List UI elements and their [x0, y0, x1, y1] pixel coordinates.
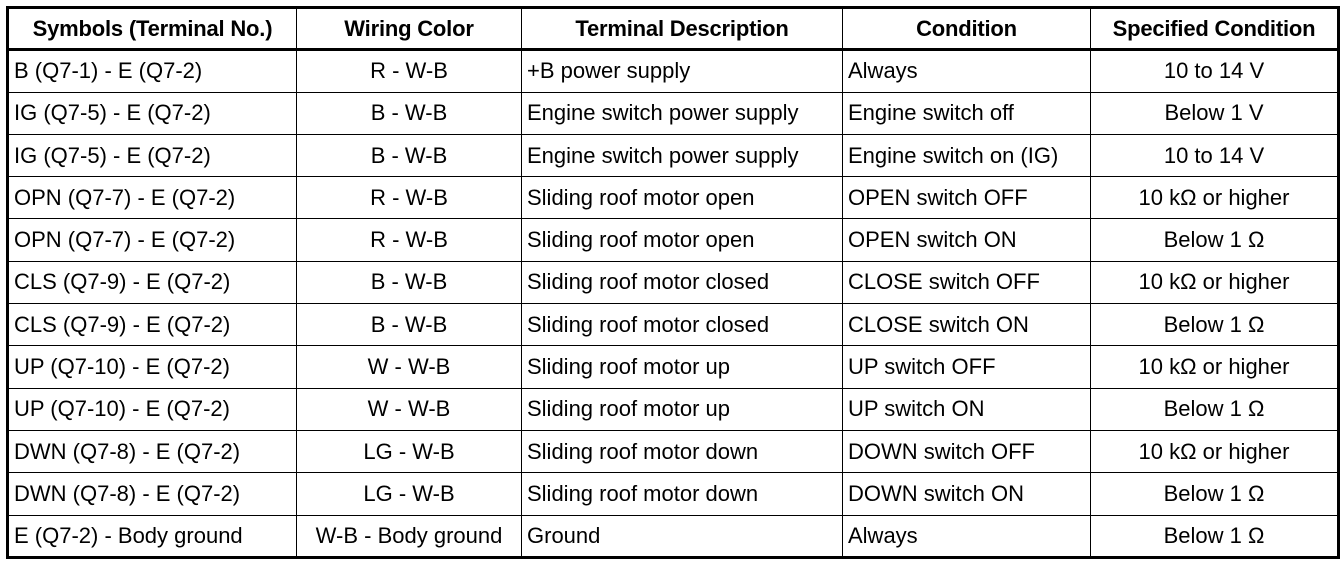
table-row [8, 473, 1339, 515]
cell-specified-condition: Below 1 Ω [1091, 515, 1339, 557]
cell-terminal-description: Engine switch power supply [522, 92, 843, 134]
cell-terminal-description: Ground [522, 515, 843, 557]
cell-wiring-color: W - W-B [297, 388, 522, 430]
cell-specified-condition: 10 kΩ or higher [1091, 177, 1339, 219]
cell-symbols: OPN (Q7-7) - E (Q7-2) [8, 177, 297, 219]
cell-wiring-color: LG - W-B [297, 473, 522, 515]
cell-condition: Engine switch on (IG) [843, 134, 1091, 176]
cell-wiring-color: W - W-B [297, 346, 522, 388]
cell-condition: Always [843, 515, 1091, 557]
table-row [8, 219, 1339, 261]
cell-wiring-color: R - W-B [297, 50, 522, 92]
cell-symbols: OPN (Q7-7) - E (Q7-2) [8, 219, 297, 261]
cell-condition: UP switch OFF [843, 346, 1091, 388]
cell-symbols: E (Q7-2) - Body ground [8, 515, 297, 557]
cell-specified-condition: Below 1 Ω [1091, 473, 1339, 515]
cell-terminal-description: Engine switch power supply [522, 134, 843, 176]
cell-symbols: CLS (Q7-9) - E (Q7-2) [8, 261, 297, 303]
table-row [8, 134, 1339, 176]
cell-terminal-description: Sliding roof motor up [522, 346, 843, 388]
terminal-specification-table [6, 6, 1340, 559]
table-row [8, 388, 1339, 430]
cell-specified-condition: 10 to 14 V [1091, 134, 1339, 176]
table-row [8, 261, 1339, 303]
table-header-row [8, 8, 1339, 50]
table-row [8, 515, 1339, 557]
cell-wiring-color: B - W-B [297, 304, 522, 346]
cell-terminal-description: Sliding roof motor open [522, 219, 843, 261]
cell-specified-condition: 10 to 14 V [1091, 50, 1339, 92]
cell-condition: CLOSE switch ON [843, 304, 1091, 346]
cell-condition: CLOSE switch OFF [843, 261, 1091, 303]
table-row [8, 177, 1339, 219]
cell-specified-condition: 10 kΩ or higher [1091, 346, 1339, 388]
cell-specified-condition: 10 kΩ or higher [1091, 430, 1339, 472]
table-row [8, 50, 1339, 92]
header-terminal-description: Terminal Description [522, 8, 843, 50]
header-specified-condition: Specified Condition [1091, 8, 1339, 50]
cell-terminal-description: Sliding roof motor down [522, 473, 843, 515]
cell-specified-condition: Below 1 Ω [1091, 388, 1339, 430]
cell-symbols: IG (Q7-5) - E (Q7-2) [8, 134, 297, 176]
cell-wiring-color: B - W-B [297, 92, 522, 134]
cell-condition: Engine switch off [843, 92, 1091, 134]
cell-condition: OPEN switch ON [843, 219, 1091, 261]
cell-terminal-description: Sliding roof motor open [522, 177, 843, 219]
cell-specified-condition: 10 kΩ or higher [1091, 261, 1339, 303]
cell-symbols: UP (Q7-10) - E (Q7-2) [8, 346, 297, 388]
cell-specified-condition: Below 1 Ω [1091, 304, 1339, 346]
cell-wiring-color: R - W-B [297, 219, 522, 261]
cell-terminal-description: Sliding roof motor down [522, 430, 843, 472]
header-wiring-color: Wiring Color [297, 8, 522, 50]
cell-wiring-color: B - W-B [297, 134, 522, 176]
cell-symbols: IG (Q7-5) - E (Q7-2) [8, 92, 297, 134]
cell-condition: DOWN switch ON [843, 473, 1091, 515]
cell-condition: Always [843, 50, 1091, 92]
cell-condition: DOWN switch OFF [843, 430, 1091, 472]
cell-wiring-color: LG - W-B [297, 430, 522, 472]
cell-terminal-description: +B power supply [522, 50, 843, 92]
cell-specified-condition: Below 1 V [1091, 92, 1339, 134]
table-row [8, 304, 1339, 346]
cell-wiring-color: B - W-B [297, 261, 522, 303]
cell-symbols: DWN (Q7-8) - E (Q7-2) [8, 473, 297, 515]
cell-terminal-description: Sliding roof motor closed [522, 304, 843, 346]
cell-wiring-color: W-B - Body ground [297, 515, 522, 557]
cell-symbols: B (Q7-1) - E (Q7-2) [8, 50, 297, 92]
cell-condition: UP switch ON [843, 388, 1091, 430]
table-row [8, 346, 1339, 388]
cell-symbols: UP (Q7-10) - E (Q7-2) [8, 388, 297, 430]
cell-wiring-color: R - W-B [297, 177, 522, 219]
cell-specified-condition: Below 1 Ω [1091, 219, 1339, 261]
cell-terminal-description: Sliding roof motor closed [522, 261, 843, 303]
table-row [8, 92, 1339, 134]
cell-symbols: DWN (Q7-8) - E (Q7-2) [8, 430, 297, 472]
header-symbols: Symbols (Terminal No.) [8, 8, 297, 50]
table-row [8, 430, 1339, 472]
header-condition: Condition [843, 8, 1091, 50]
cell-terminal-description: Sliding roof motor up [522, 388, 843, 430]
cell-symbols: CLS (Q7-9) - E (Q7-2) [8, 304, 297, 346]
cell-condition: OPEN switch OFF [843, 177, 1091, 219]
